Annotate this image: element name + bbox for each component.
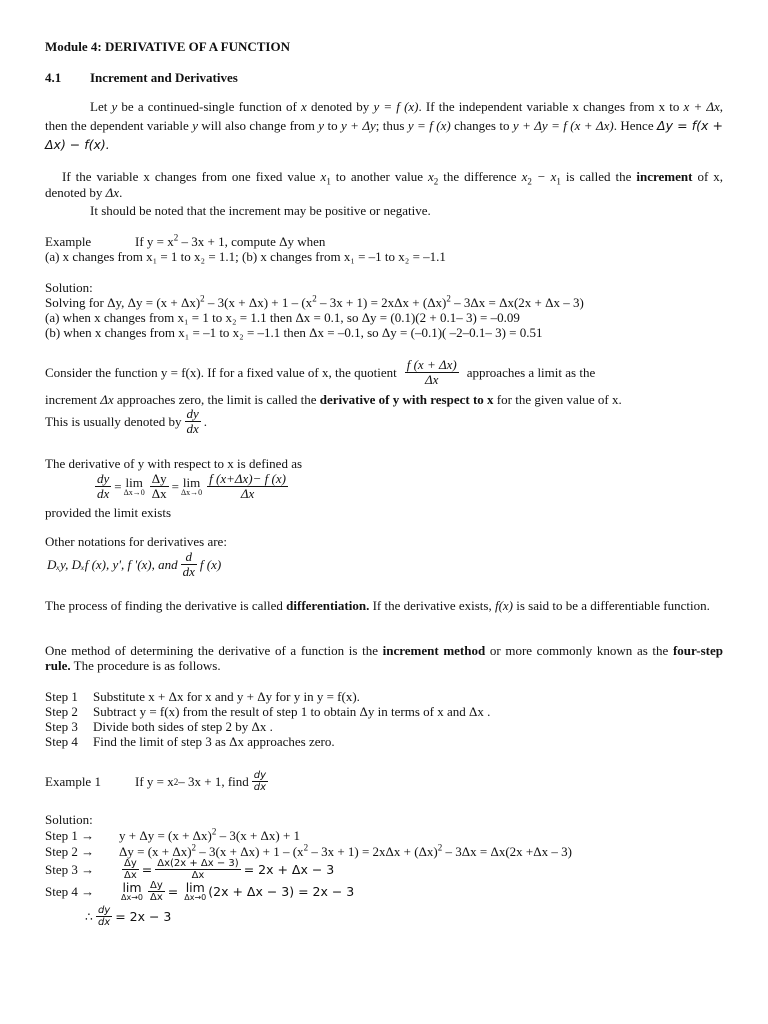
section-number: 4.1 <box>45 70 62 85</box>
four-step-list <box>45 689 723 749</box>
section-title: Increment and Derivatives <box>90 70 238 85</box>
example-1-solution-label: Solution: <box>45 812 93 827</box>
intro-paragraph: Let y be a continued-single function of x denoted by y = f (x). If the independent variable x changes from x to x + Δx, then the dependent variable y will also change from y to y + Δy; thus y = f (x) changes to y + Δy = f (x + Δx). Hence Δy = f(x + Δx) − f(x). <box>45 99 724 152</box>
differentiation-paragraph: The process of finding the derivative is called differentiation. If the derivative exists, f(x) is said to be a differentiable function. <box>45 598 710 613</box>
example-1-step-4: Step 4 → lim Δx→0 $\frac{\Delta y}{\Delta x}$ = lim Δx→0 (2x + Δx − 3) = 2x − 3 <box>45 880 355 903</box>
limit-exists-note: provided the limit exists <box>45 505 172 520</box>
example-1-step-3: Step 3 → $\frac{\Delta y}{\Delta x}$ = $\frac{\Delta x(2x + \Delta x - 3)}{\Delta x}$ = 2x + Δx − 3 <box>45 858 335 881</box>
example-compute-solution: Solution: Solving for Δy, $\Delta y = (x + \Delta x)^2 - 3(x + \Delta x) + 1 - (x^2 - 3x + 1) = 2x\Delta x + (\Delta x)^2 - 3\Delta x = \Delta x(2x + \Delta x - 3)$ (a) when x changes from x₁ = 1 to x₂ = 1.1 then Δx = 0.1, so Δy = (0.1)(2 + 0.1– 3) = –0.09 (b) when x changes from x₁ = –1 to x₂ = –1.1 then Δx = –0.1, so Δy = (–0.1)( –2–0.1– 3) = 0.51 <box>45 280 584 340</box>
derivative-definition-text: increment Δx approaches zero, the limit is called the derivative of y with respect to x for the given value of x. <box>45 392 622 407</box>
other-notations-intro: Other notations for derivatives are: <box>45 534 227 549</box>
section-heading <box>45 70 238 85</box>
step-item: Step 1 Substitute x + Δx for x and y + Δy for y in y = f(x). <box>45 689 360 704</box>
derivative-defined-as: The derivative of y with respect to x is defined as <box>45 456 303 471</box>
increment-method-paragraph: One method of determining the derivative of a function is the increment method or more commonly known as the four-step rule. The procedure is as follows. <box>45 643 724 673</box>
example-1-step-1: Step 1 → $y + \Delta y = (x + \Delta x)^2 - 3(x + \Delta x) + 1$ <box>45 826 301 843</box>
other-notations-list: Dₓy, Dₓf (x), y', f '(x), and $\frac{d}{dx}$ f (x) <box>47 549 222 579</box>
example-1-conclusion: ∴ $\frac{dy}{dx}$ = 2x − 3 <box>85 905 172 928</box>
derivative-limit-formula: $\frac{dy}{dx}$ = lim Δx→0 $\frac{\Delta y}{\Delta x}$ = lim Δx→0 $\frac{f (x+\Delta x)- f (x)}{\Delta x}$ <box>97 471 286 501</box>
example-1-step-2: Step 2 → $\Delta y = (x + \Delta x)^2 - 3(x + \Delta x) + 1 - (x^2 - 3x + 1) = 2x\Delta x + (\Delta x)^2 - 3\Delta x = \Delta x(2x +\Delta x - 3)$ <box>45 842 572 859</box>
example-compute: Example If $y = x^2 - 3x + 1$, compute Δy when (a) x changes from x₁ = 1 to x₂ = 1.1; (b) x changes from x₁ = –1 to x₂ = –1.1 <box>45 232 446 264</box>
increment-note: It should be noted that the increment may be positive or negative. <box>90 203 431 218</box>
increment-paragraph: If the variable x changes from one fixed value $x_1$ to another value $x_2$ the difference $x_2 - x_1$ is called the increment of x, denoted by Δx. <box>45 169 724 200</box>
step-item: Step 3 Divide both sides of step 2 by Δx . <box>45 719 273 734</box>
example-1-statement: Example 1 If y = x 2 – 3x + 1, find $\frac{dy}{dx}$ <box>45 770 267 793</box>
derivative-consider: Consider the function y = f(x). If for a fixed value of x, the quotient $\frac{f (x + \Delta x)}{\Delta x}$ approaches a limit as the <box>45 357 596 387</box>
step-item: Step 4 Find the limit of step 3 as Δx approaches zero. <box>45 734 335 749</box>
module-title: Module 4: DERIVATIVE OF A FUNCTION <box>45 39 290 54</box>
step-item: Step 2 Subtract y = f(x) from the result of step 1 to obtain Δy in terms of x and Δx . <box>45 704 491 719</box>
derivative-notation-line: This is usually denoted by $\frac{dy}{dx}$ . <box>45 406 208 436</box>
